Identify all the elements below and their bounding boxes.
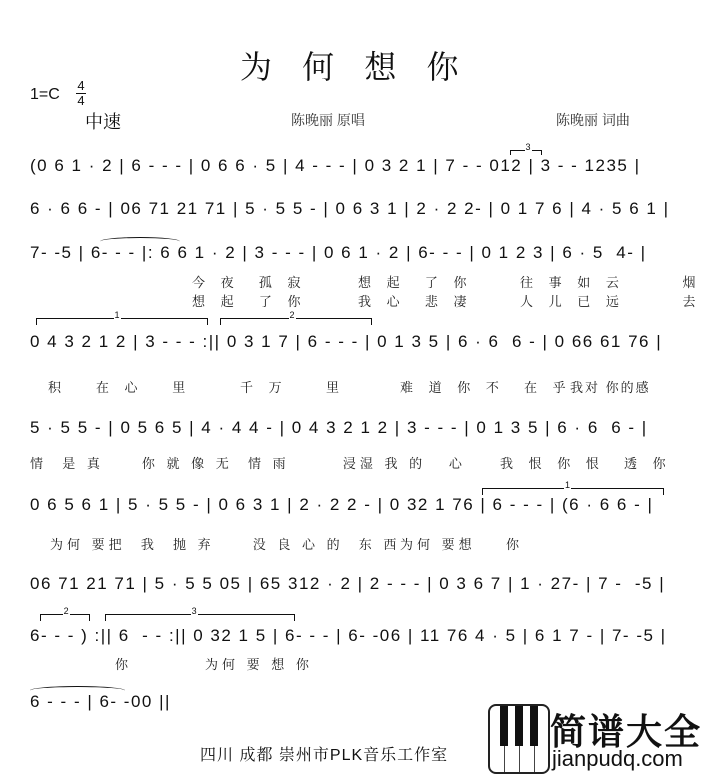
key-signature: 1=C	[30, 86, 60, 103]
studio-credit: 四川 成都 崇州市PLK音乐工作室	[200, 747, 449, 764]
lyrics-verse-2: 人 儿 已 远 去	[520, 294, 702, 309]
site-logo[interactable]	[488, 704, 709, 775]
time-signature: 4 4	[77, 78, 85, 108]
triplet-bracket: 3	[510, 150, 542, 155]
volta-2-bracket: 2	[40, 614, 90, 621]
notation-row-9: 6 - - - | 6- -00 ||	[30, 692, 171, 711]
notation-row-7: 06 71 21 71 | 5 · 5 5 05 | 65 312 · 2 | 2 - - - | 0 3 6 7 | 1 · 27- | 7 - -5 |	[30, 574, 666, 593]
notation-row-3: 7- -5 | 6- - - |: 6 6 1 · 2 | 3 - - - | 0 6 1 · 2 | 6- - - | 0 1 2 3 | 6 · 5 4- |	[30, 243, 647, 262]
lyrics-line: 难 道 你 不 在 乎	[400, 380, 572, 395]
volta-1-bracket: 1	[36, 318, 208, 325]
notation-row-4: 0 4 3 2 1 2 | 3 - - - :|| 0 3 1 7 | 6 - - - | 0 1 3 5 | 6 · 6 6 - | 0 66 61 76 |	[30, 332, 663, 351]
logo-text-cn: 简谱大全	[550, 711, 703, 752]
lyrics-line: 为何 要想 你	[400, 537, 524, 552]
lyrics-line: 情 是 真 你 就 像 无 情 雨 浸湿 我 的 心	[30, 456, 466, 471]
notation-row-5: 5 · 5 5 - | 0 5 6 5 | 4 · 4 4 - | 0 4 3 2 1 2 | 3 - - - | 0 1 3 5 | 6 · 6 6 - |	[30, 418, 648, 437]
original-singer: 陈晚丽 原唱	[291, 112, 365, 128]
lyricist-composer: 陈晚丽 词曲	[556, 112, 630, 128]
lyrics-line: 积 在 心 里	[48, 380, 192, 395]
lyrics-verse-1: 今 夜 孤 寂	[192, 275, 307, 290]
notation-row-1: (0 6 1 · 2 | 6 - - - | 0 6 6 · 5 | 4 - - - | 0 3 2 1 | 7 - - 012 | 3 - - 1235 |	[30, 156, 641, 175]
notation-row-8: 6- - - ) :|| 6 - - :|| 0 32 1 5 | 6- - - | 6- -06 | 11 76 4 · 5 | 6 1 7 - | 7- -5 |	[30, 626, 667, 645]
lyrics-line: 为何 要把 我 抛 弃 没 良 心 的 东 西	[50, 537, 401, 552]
piano-keys-icon	[488, 704, 550, 774]
notation-row-6: 0 6 5 6 1 | 5 · 5 5 - | 0 6 3 1 | 2 · 2 2 - | 0 32 1 76 | 6 - - - | (6 · 6 6 - |	[30, 495, 654, 514]
lyrics-line: 千 万 里	[240, 380, 346, 395]
lyrics-verse-1: 往 事 如 云 烟	[520, 275, 702, 290]
tempo-marking: 中速	[85, 112, 121, 132]
lyrics-line: 我对 你的感	[570, 380, 651, 395]
volta-2-bracket: 2	[220, 318, 372, 325]
volta-3-bracket: 3	[105, 614, 295, 621]
lyrics-line: 我 恨 你 恨 透 你	[500, 456, 672, 471]
lyrics-line: 为何 要 想 你	[205, 657, 313, 672]
song-title: 为 何 想 你	[240, 48, 469, 86]
lyrics-line: 你	[115, 657, 135, 672]
lyrics-verse-1: 想 起 了 你	[358, 275, 473, 290]
lyrics-verse-2: 我 心 悲 凄	[358, 294, 473, 309]
lyrics-verse-2: 想 起 了 你	[192, 294, 307, 309]
notation-row-2: 6 · 6 6 - | 06 71 21 71 | 5 · 5 5 - | 0 6 3 1 | 2 · 2 2- | 0 1 7 6 | 4 · 5 6 1 |	[30, 199, 670, 218]
volta-1-bracket: 1	[482, 488, 664, 495]
logo-text-url: jianpudq.com	[552, 746, 683, 771]
